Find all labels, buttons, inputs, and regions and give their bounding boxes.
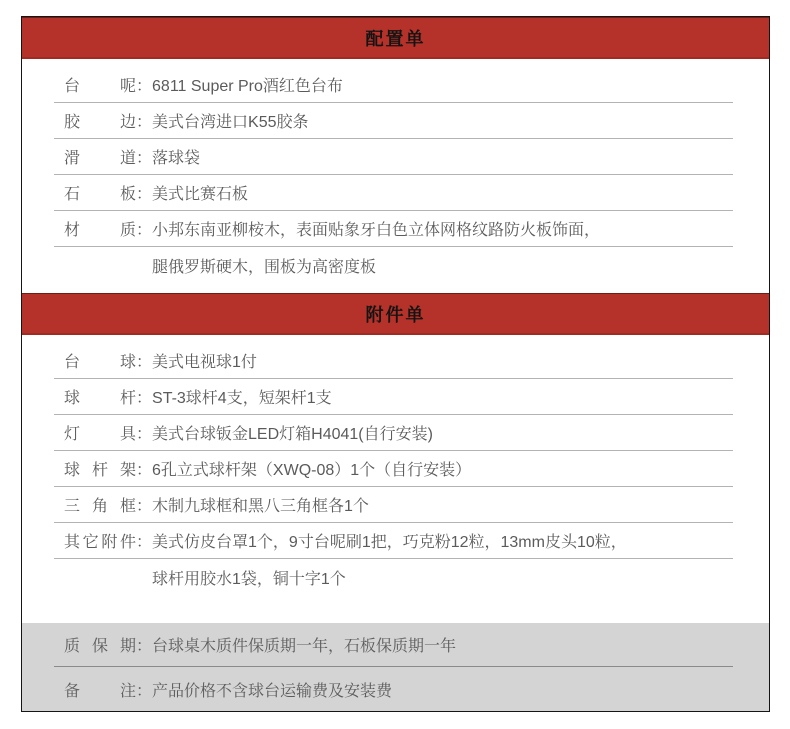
accessory-row-taiqiu (54, 343, 733, 379)
row-value: 6811 Super Pro酒红色台布 (152, 78, 343, 95)
row-label: 滑道 (64, 150, 136, 167)
config-row-jiaobian (54, 103, 733, 139)
accessory-row-qiugan (54, 379, 733, 415)
row-colon: ： (136, 390, 153, 407)
row-value-continued: 球杆用胶水1袋，铜十字1个 (152, 570, 346, 588)
row-value: 产品价格不含球台运输费及安装费 (152, 682, 393, 700)
row-label: 三角框 (64, 498, 136, 515)
row-value: 台球桌木质件保质期一年，石板保质期一年 (152, 638, 457, 655)
row-label: 石板 (64, 186, 136, 203)
row-label: 质保期 (64, 638, 136, 655)
footer-row-beizhu (54, 667, 733, 711)
config-section-title: 配置单 (365, 28, 426, 49)
row-label: 台呢 (64, 78, 136, 95)
row-value: 木制九球框和黑八三角框各1个 (152, 498, 369, 515)
config-row-caizhi (54, 211, 733, 247)
row-colon: ： (136, 682, 153, 700)
accessory-row-sanjiaokuang (54, 487, 733, 523)
accessories-section-header (22, 293, 769, 335)
row-value: 美式比赛石板 (152, 186, 249, 203)
config-row-caizhi-continuation (54, 247, 733, 283)
accessory-row-qita-continuation (54, 559, 733, 595)
row-colon: ： (136, 186, 153, 203)
row-value: 落球袋 (152, 150, 201, 167)
row-colon: ： (136, 354, 153, 371)
row-value-continued: 腿俄罗斯硬木，围板为高密度板 (152, 258, 377, 276)
row-label: 球杆 (64, 390, 136, 407)
row-colon: ： (136, 638, 153, 655)
accessory-row-qiuganjia (54, 451, 733, 487)
footer-row-zhibaoqi (54, 623, 733, 667)
config-row-huadao (54, 139, 733, 175)
accessories-section-rows (22, 335, 769, 623)
row-colon: ： (136, 114, 153, 131)
config-row-taini (54, 67, 733, 103)
row-value: 小邦东南亚柳桉木，表面贴象牙白色立体网格纹路防火板饰面， (152, 222, 601, 239)
row-value: 美式台球钣金LED灯箱H4041(自行安装) (152, 426, 433, 443)
row-label: 材质 (64, 222, 136, 239)
accessory-row-dengju (54, 415, 733, 451)
row-value: 美式仿皮台罩1个，9寸台呢刷1把，巧克粉12粒，13mm皮头10粒， (152, 534, 627, 551)
row-colon: ： (136, 222, 153, 239)
row-colon: ： (136, 534, 153, 551)
config-section-header (22, 17, 769, 59)
row-colon: ： (136, 498, 153, 515)
warranty-footer (22, 623, 769, 711)
row-colon: ： (136, 78, 153, 95)
accessory-row-qita (54, 523, 733, 559)
row-label: 备注 (64, 682, 136, 700)
row-value: 美式台湾进口K55胶条 (152, 114, 309, 131)
config-section-rows (22, 59, 769, 293)
row-label: 其它附件 (64, 534, 136, 551)
row-label: 灯具 (64, 426, 136, 443)
row-label: 胶边 (64, 114, 136, 131)
row-colon: ： (136, 462, 153, 479)
row-value: 6孔立式球杆架（XWQ-08）1个（自行安装） (152, 462, 472, 479)
row-colon: ： (136, 426, 153, 443)
row-value: ST-3球杆4支，短架杆1支 (152, 390, 332, 407)
row-label: 台球 (64, 354, 136, 371)
accessories-section-title: 附件单 (365, 304, 426, 325)
row-label: 球杆架 (64, 462, 136, 479)
spec-sheet (21, 16, 770, 712)
config-row-shiban (54, 175, 733, 211)
row-value: 美式电视球1付 (152, 354, 257, 371)
row-colon: ： (136, 150, 153, 167)
